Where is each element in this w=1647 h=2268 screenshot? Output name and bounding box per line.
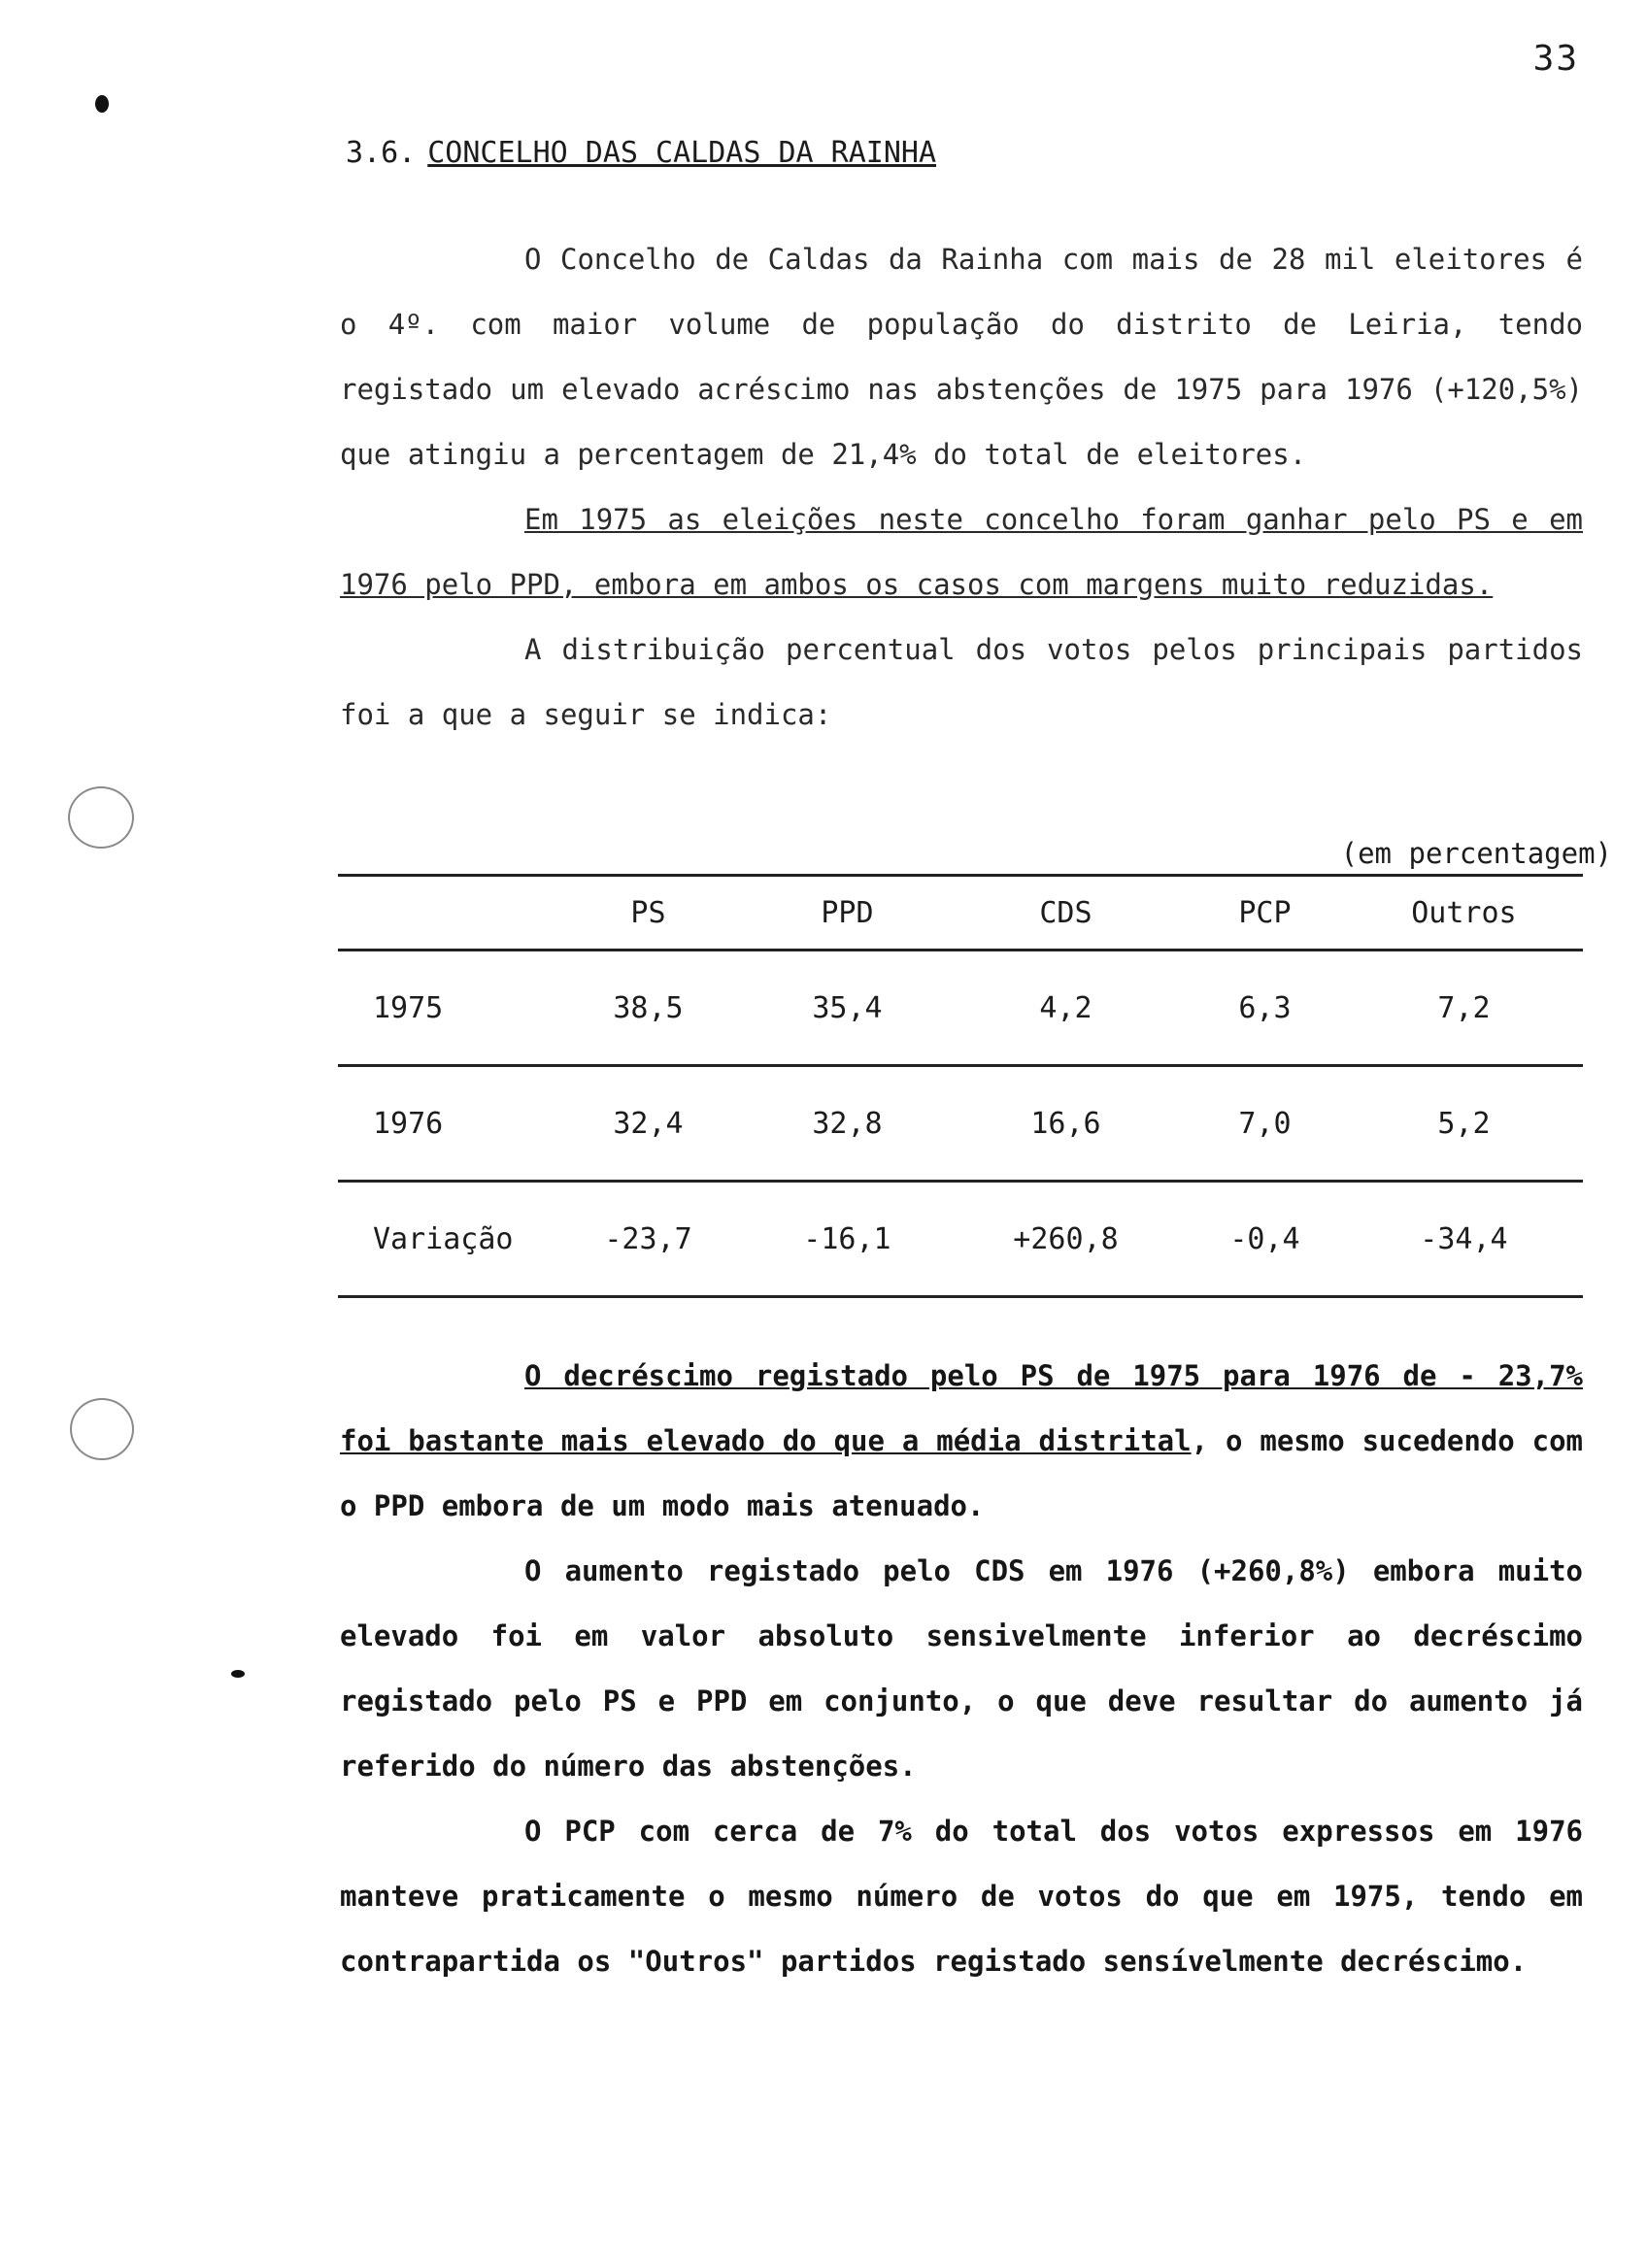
cell-pcp: 7,0 [1185,1066,1345,1182]
page-number: 33 [1532,39,1579,79]
cell-outros: 7,2 [1345,951,1583,1066]
cell-outros: 5,2 [1345,1066,1583,1182]
header-ppd: PPD [748,876,947,951]
section-number: 3.6. [346,136,417,170]
cell-ppd: -16,1 [748,1182,947,1297]
header-cds: CDS [947,876,1185,951]
header-ps: PS [549,876,748,951]
row-label: 1975 [338,951,549,1066]
cell-outros: -34,4 [1345,1182,1583,1297]
table-intro-paragraph: A distribuição percentual dos votos pelos principais partidos foi a que a seguir se indica: [340,633,1583,731]
table-unit-note: (em percentagem) [1340,837,1612,870]
ink-speck [95,95,109,113]
analysis-text [340,1344,1583,1994]
vote-distribution-table [338,874,1583,1298]
table-row [338,951,1583,1066]
section-heading [346,136,936,170]
ink-speck [231,1670,245,1678]
analysis-paragraph-pcp: O PCP com cerca de 7% do total dos votos expressos em 1976 manteve praticamente o mesmo número de votos do que em 1975, tendo em contrapartida os "Outros" partidos registado sensívelmente decréscimo. [340,1815,1583,1978]
header-outros: Outros [1345,876,1583,951]
cell-ppd: 35,4 [748,951,947,1066]
binder-hole-mark [68,786,134,849]
cell-cds: +260,8 [947,1182,1185,1297]
analysis-paragraph-ps [340,1344,1583,1539]
binder-hole-mark [70,1398,134,1460]
header-blank [338,876,549,951]
header-pcp: PCP [1185,876,1345,951]
cell-ps: -23,7 [549,1182,748,1297]
cell-cds: 16,6 [947,1066,1185,1182]
analysis-ps-underlined: O decréscimo registado pelo PS de 1975 para 1976 de - 23,7% foi bastante mais elevado do que a média distrital [340,1359,1583,1457]
row-label: 1976 [338,1066,549,1182]
section-title: CONCELHO DAS CALDAS DA RAINHA [427,136,937,170]
table-row [338,1066,1583,1182]
cell-ppd: 32,8 [748,1066,947,1182]
intro-paragraph: O Concelho de Caldas da Rainha com mais de 28 mil eleitores é o 4º. com maior volume de população do distrito de Leiria, tendo registado um elevado acréscimo nas abstenções de 1975 para 1976 (+120,5%) que atingiu a percentagem de 21,4% do total de eleitores. [340,243,1583,471]
intro-text [340,227,1583,748]
cell-ps: 38,5 [549,951,748,1066]
cell-cds: 4,2 [947,951,1185,1066]
table-header-row [338,876,1583,951]
analysis-ps-rest: , o mesmo sucedendo com o PPD embora de um modo mais atenuado. [340,1424,1583,1522]
row-label: Variação [338,1182,549,1297]
cell-ps: 32,4 [549,1066,748,1182]
results-summary-paragraph: Em 1975 as eleições neste concelho foram ganhar pelo PS e em 1976 pelo PPD, embora em ambos os casos com margens muito reduzidas. [340,503,1583,601]
cell-pcp: 6,3 [1185,951,1345,1066]
table-row [338,1182,1583,1297]
analysis-paragraph-cds: O aumento registado pelo CDS em 1976 (+260,8%) embora muito elevado foi em valor absoluto sensivelmente inferior ao decréscimo registado pelo PS e PPD em conjunto, o que deve resultar do aumento já referido do número das abstenções. [340,1554,1583,1783]
cell-pcp: -0,4 [1185,1182,1345,1297]
